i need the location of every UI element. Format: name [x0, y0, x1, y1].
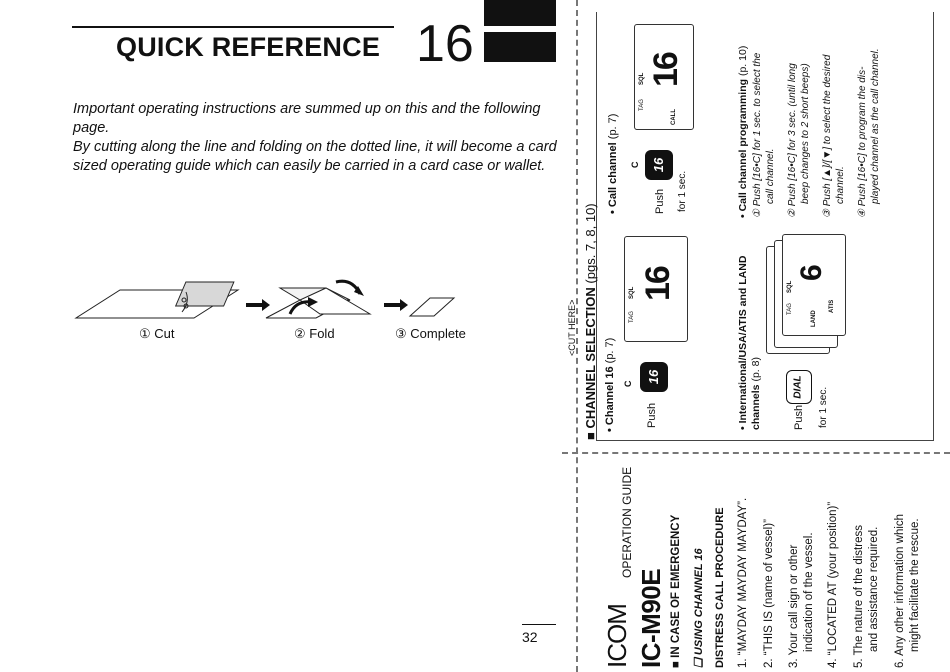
call-programming-step-3: ③ Push [▲]/[▼] to select the desired	[822, 54, 833, 218]
page-number: 32	[522, 629, 538, 645]
step-complete-label: ③ Complete	[395, 326, 466, 341]
lcd-tag-label: TAG	[639, 99, 645, 111]
page-number-rule	[522, 624, 556, 625]
distress-procedure-heading: DISTRESS CALL PROCEDURE	[714, 507, 726, 668]
distress-item-3b: indication of the vessel.	[803, 532, 815, 652]
call-channel-push-label: Push	[654, 188, 666, 214]
channel-16-key[interactable]: 16	[640, 362, 668, 392]
model-name: IC-M90E	[636, 568, 666, 668]
lcd-sql-label: SQL	[639, 72, 645, 85]
channel-selection-heading: ■ CHANNEL SELECTION (pgs. 7, 8, 10)	[583, 203, 598, 440]
call-channel-for-label: for 1 sec.	[677, 170, 688, 212]
call-programming-step-2: ② Push [16•C] for 3 sec. (until long	[787, 63, 798, 218]
lcd-land-label: LAND	[811, 310, 817, 327]
fold-line	[562, 452, 950, 454]
cut-illustration	[76, 282, 238, 318]
lcd-channel-digits: 16	[647, 53, 685, 87]
lcd-display-channel-16	[624, 236, 688, 342]
lcd-tag-label: TAG	[787, 303, 793, 315]
using-channel-16-heading: ❑ USING CHANNEL 16	[693, 548, 705, 668]
call-programming-step-3b: channel.	[835, 166, 846, 204]
operation-guide-label: OPERATION GUIDE	[620, 466, 634, 578]
lcd-channel-digits: 16	[639, 267, 677, 301]
title-rule	[72, 26, 394, 28]
intl-channels-title-2: channels (p. 8)	[750, 357, 762, 430]
page-title: QUICK REFERENCE	[116, 32, 381, 62]
call-programming-title: • Call channel programming (p. 10)	[737, 45, 749, 218]
step-fold-label: ② Fold	[294, 326, 335, 341]
distress-item-6: 6. Any other information which	[894, 513, 906, 668]
step-cut-label: ① Cut	[139, 326, 175, 341]
arrow-right-icon	[384, 299, 408, 311]
intro-text	[73, 100, 559, 176]
intl-for-label: for 1 sec.	[818, 386, 829, 428]
call-programming-step-1: ① Push [16•C] for 1 sec. to select the	[752, 52, 763, 218]
fold-illustration	[266, 281, 370, 318]
fold-diagram	[70, 270, 470, 326]
distress-item-1: 1. “MAYDAY MAYDAY MAYDAY”.	[737, 497, 749, 668]
distress-item-5b: and assistance required.	[868, 526, 880, 652]
chapter-tab-block	[484, 0, 556, 26]
lcd-display-call-channel	[634, 24, 694, 130]
channel-16-push-label: Push	[646, 402, 658, 428]
cut-here-label: <CUT HERE>	[567, 299, 577, 356]
call-channel-title: • Call channel (p. 7)	[607, 113, 619, 214]
distress-item-6b: might facilitate the rescue.	[909, 518, 921, 652]
lcd-channel-digit: 6	[795, 264, 828, 281]
lcd-sql-label: SQL	[787, 280, 793, 293]
chapter-tab-block-lower	[484, 32, 556, 62]
distress-item-2: 2. “THIS IS (name of vessel)”	[763, 519, 775, 668]
distress-item-4: 4. “LOCATED AT (your position)”	[827, 501, 839, 668]
intl-push-label: Push	[793, 404, 805, 430]
call-channel-key[interactable]: 16	[645, 150, 673, 180]
icom-logo: ICOM	[602, 604, 632, 668]
call-programming-step-4: ④ Push [16•C] to program the dis-	[857, 66, 868, 218]
dial-key[interactable]: DIAL	[786, 370, 812, 404]
call-channel-key-sub: C	[630, 161, 640, 168]
distress-item-3: 3. Your call sign or other	[788, 544, 800, 668]
distress-item-5: 5. The nature of the distress	[853, 525, 865, 668]
channel-16-title: • Channel 16 (p. 7)	[604, 337, 616, 432]
chapter-number: 16	[416, 15, 474, 73]
intl-channels-title: • International/USA/ATIS and LAND	[737, 255, 749, 430]
emergency-heading: ■ IN CASE OF EMERGENCY	[670, 514, 682, 668]
intro-paragraph-1: Important operating instructions are summed up on this and the following page.	[73, 101, 541, 136]
arrow-right-icon	[246, 299, 270, 311]
complete-illustration	[410, 298, 454, 316]
lcd-display-dial	[782, 234, 846, 336]
channel-16-key-sub: C	[623, 380, 633, 387]
intro-paragraph-2: By cutting along the line and folding on the dotted line, it will become a card sized operating guide which can easily be carried in a card case or wallet.	[73, 139, 557, 174]
call-programming-step-1b: call channel.	[765, 148, 776, 204]
lcd-atis-label: ATIS	[829, 299, 835, 313]
call-programming-step-2b: beep changes to 2 short beeps)	[800, 63, 811, 204]
call-programming-step-4b: played channel as the call channel.	[870, 48, 881, 204]
lcd-sql-label: SQL	[629, 286, 635, 299]
lcd-call-label: CALL	[671, 109, 677, 125]
lcd-tag-label: TAG	[629, 311, 635, 323]
